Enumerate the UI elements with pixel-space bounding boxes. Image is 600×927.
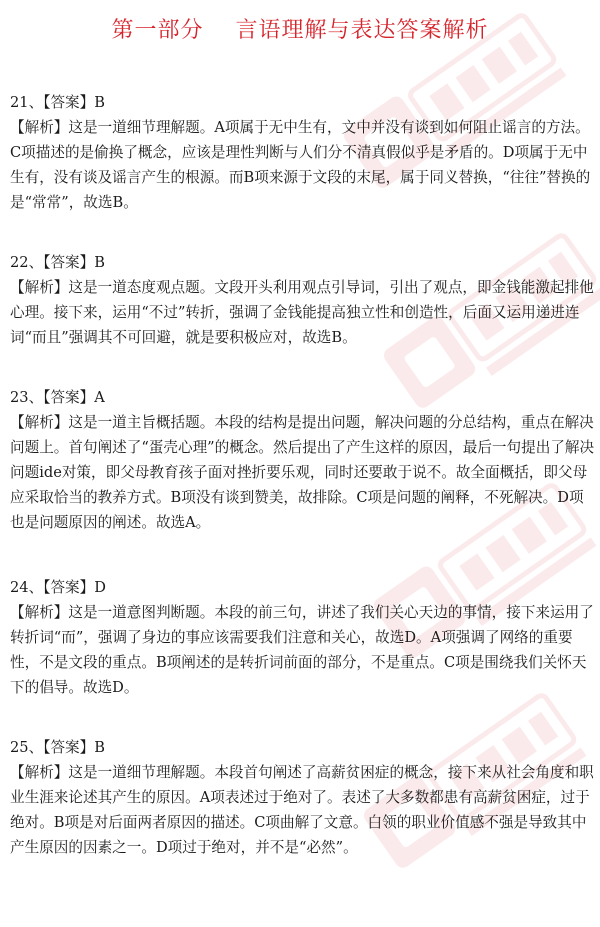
- answer-heading: 23、【答案】A: [10, 389, 105, 406]
- answer-explanation: 【解析】这是一道意图判断题。本段的前三句，讲述了我们关心天边的事情，接下来运用了转折词“而”，强调了身边的事应该需要我们注意和关心，故选D。A项强调了网络的重要性，不是文段的重点。B项阐述的是转折词前面的部分，不是重点。C项是围绕我们关怀天下的倡导。故选D。: [10, 604, 594, 696]
- answer-item: [10, 90, 595, 215]
- answer-explanation: 【解析】这是一道主旨概括题。本段的结构是提出问题，解决问题的分总结构，重点在解决问题上。首句阐述了“蛋壳心理”的概念。然后提出了产生这样的原因，最后一句提出了解决问题ide对策，即父母教育孩子面对挫折要乐观，同时还要敢于说不。故全面概括，即父母应采取恰当的教养方式。B项没有谈到赞美，故排除。C项是问题的阐释，不死解决。D项也是问题原因的阐述。故选A。: [10, 414, 595, 531]
- answer-item: [10, 735, 595, 860]
- answer-heading: 25、【答案】B: [10, 739, 105, 756]
- answer-explanation: 【解析】这是一道态度观点题。文段开头利用观点引导词，引出了观点，即金钱能激起排他心理。接下来，运用“不过”转折，强调了金钱能提高独立性和创造性，后面又运用递进连词“而且”强调其不可回避，就是要积极应对，故选B。: [10, 279, 594, 346]
- answer-heading: 24、【答案】D: [10, 579, 106, 596]
- answer-explanation: 【解析】这是一道细节理解题。本段首句阐述了高薪贫困症的概念，接下来从社会角度和职业生涯来论述其产生的原因。A项表述过于绝对了。表述了大多数都患有高薪贫困症，过于绝对。B项是对后面两者原因的描述。C项曲解了文意。白领的职业价值感不强是导致其中产生原因的因素之一。D项过于绝对，并不是“必然”。: [10, 764, 594, 856]
- answer-heading: 22、【答案】B: [10, 254, 105, 271]
- answer-item: [10, 575, 595, 700]
- answer-item: [10, 250, 595, 350]
- answer-explanation: 【解析】这是一道细节理解题。A项属于无中生有，文中并没有谈到如何阻止谣言的方法。C项描述的是偷换了概念，应该是理性判断与人们分不清真假似乎是矛盾的。D项属于无中生有，没有谈及谣言产生的根源。而B项来源于文段的末尾，属于同义替换，“往往”替换的是“常常”，故选B。: [10, 119, 591, 211]
- answer-heading: 21、【答案】B: [10, 94, 105, 111]
- page-title: 第一部分 言语理解与表达答案解析: [111, 18, 489, 43]
- answer-item: [10, 385, 595, 535]
